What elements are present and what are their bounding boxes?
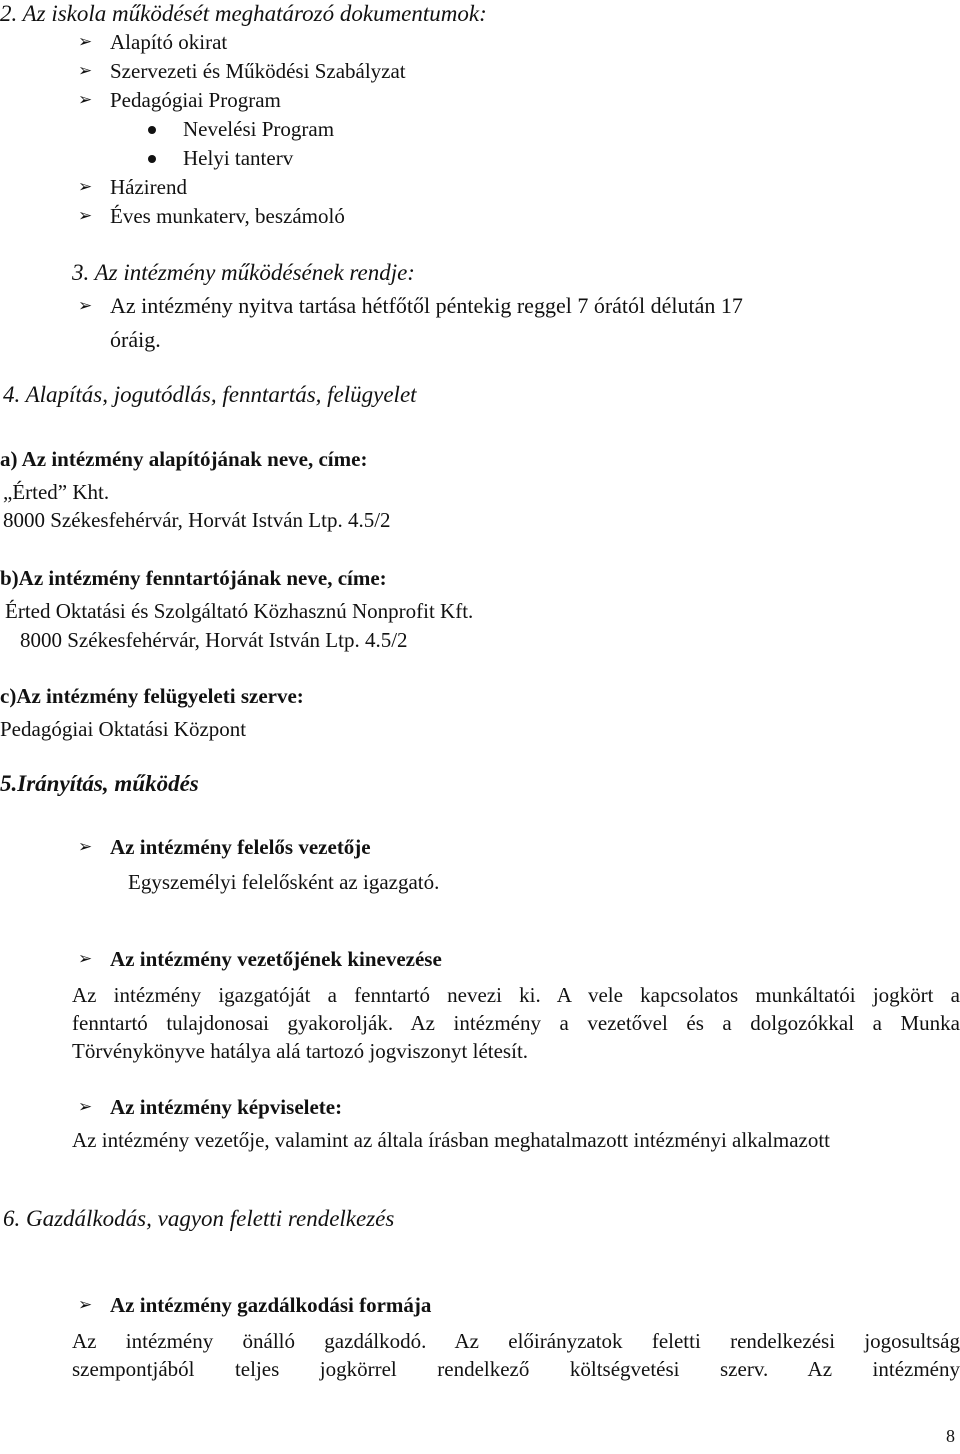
- appointment-text-line: Törvénykönyve hatálya alá tartozó jogviszonyt létesít.: [72, 1039, 529, 1063]
- opening-hours-text: Az intézmény nyitva tartása hétfőtől péntekig reggel 7 órától délután 17: [110, 293, 743, 318]
- appointment-heading: Az intézmény vezetőjének kinevezése: [110, 947, 442, 971]
- founder-heading: a) Az intézmény alapítójának neve, címe:: [0, 447, 368, 471]
- founder-address: 8000 Székesfehérvár, Horvát István Ltp. 4.5/2: [3, 508, 391, 532]
- list-subitem: Helyi tanterv: [183, 146, 294, 170]
- representation-heading: Az intézmény képviselete:: [110, 1095, 343, 1119]
- finance-heading: Az intézmény gazdálkodási formája: [110, 1293, 432, 1317]
- representation-text: Az intézmény vezetője, valamint az általa írásban meghatalmazott intézményi alkalmazott: [72, 1128, 830, 1152]
- supervisor-name: Pedagógiai Oktatási Központ: [0, 717, 247, 741]
- arrow-bullet-icon: ➢: [78, 949, 93, 969]
- arrow-bullet-icon: ➢: [78, 90, 93, 110]
- arrow-bullet-icon: ➢: [78, 837, 93, 857]
- finance-text-line: szempontjából teljes jogkörrel rendelkező költségvetési szerv. Az intézmény: [72, 1357, 960, 1381]
- section-5-title: 5.Irányítás, működés: [0, 771, 199, 796]
- section-2-title: 2. Az iskola működését meghatározó dokumentumok:: [0, 1, 487, 26]
- maintainer-address: 8000 Székesfehérvár, Horvát István Ltp. 4.5/2: [20, 628, 408, 652]
- arrow-bullet-icon: ➢: [78, 61, 93, 81]
- maintainer-name: Érted Oktatási és Szolgáltató Közhasznú Nonprofit Kft.: [5, 599, 474, 623]
- appointment-text-line: Az intézmény igazgatóját a fenntartó nevezi ki. A vele kapcsolatos munkáltatói jogkört a: [72, 983, 960, 1007]
- dot-bullet-icon: [148, 155, 156, 163]
- appointment-text-line: fenntartó tulajdonosai gyakorolják. Az intézmény a vezetővel és a dolgozókkal a Munka: [72, 1011, 960, 1035]
- section-3-title: 3. Az intézmény működésének rendje:: [72, 260, 415, 285]
- list-item: Házirend: [110, 175, 187, 199]
- section-4-title: 4. Alapítás, jogutódlás, fenntartás, felügyelet: [3, 382, 417, 407]
- opening-hours-text-cont: óráig.: [110, 327, 161, 352]
- list-item: Pedagógiai Program: [110, 88, 281, 112]
- arrow-bullet-icon: ➢: [78, 1097, 93, 1117]
- list-subitem: Nevelési Program: [183, 117, 335, 141]
- page-number: 8: [946, 1426, 955, 1446]
- founder-name: „Érted” Kht.: [3, 480, 110, 504]
- maintainer-heading: b)Az intézmény fenntartójának neve, címe:: [0, 566, 387, 590]
- arrow-bullet-icon: ➢: [78, 177, 93, 197]
- list-item: Éves munkaterv, beszámoló: [110, 204, 345, 228]
- finance-text-line: Az intézmény önálló gazdálkodó. Az előirányzatok feletti rendelkezési jogosultság: [72, 1329, 960, 1353]
- arrow-bullet-icon: ➢: [78, 32, 93, 52]
- manager-text: Egyszemélyi felelősként az igazgató.: [128, 870, 440, 894]
- arrow-bullet-icon: ➢: [78, 206, 93, 226]
- section-6-title: 6. Gazdálkodás, vagyon feletti rendelkezés: [3, 1206, 395, 1231]
- list-item: Alapító okirat: [110, 30, 228, 54]
- arrow-bullet-icon: ➢: [78, 296, 93, 316]
- arrow-bullet-icon: ➢: [78, 1295, 93, 1315]
- manager-heading: Az intézmény felelős vezetője: [110, 835, 371, 859]
- list-item: Szervezeti és Működési Szabályzat: [110, 59, 406, 83]
- dot-bullet-icon: [148, 126, 156, 134]
- supervisor-heading: c)Az intézmény felügyeleti szerve:: [0, 684, 304, 708]
